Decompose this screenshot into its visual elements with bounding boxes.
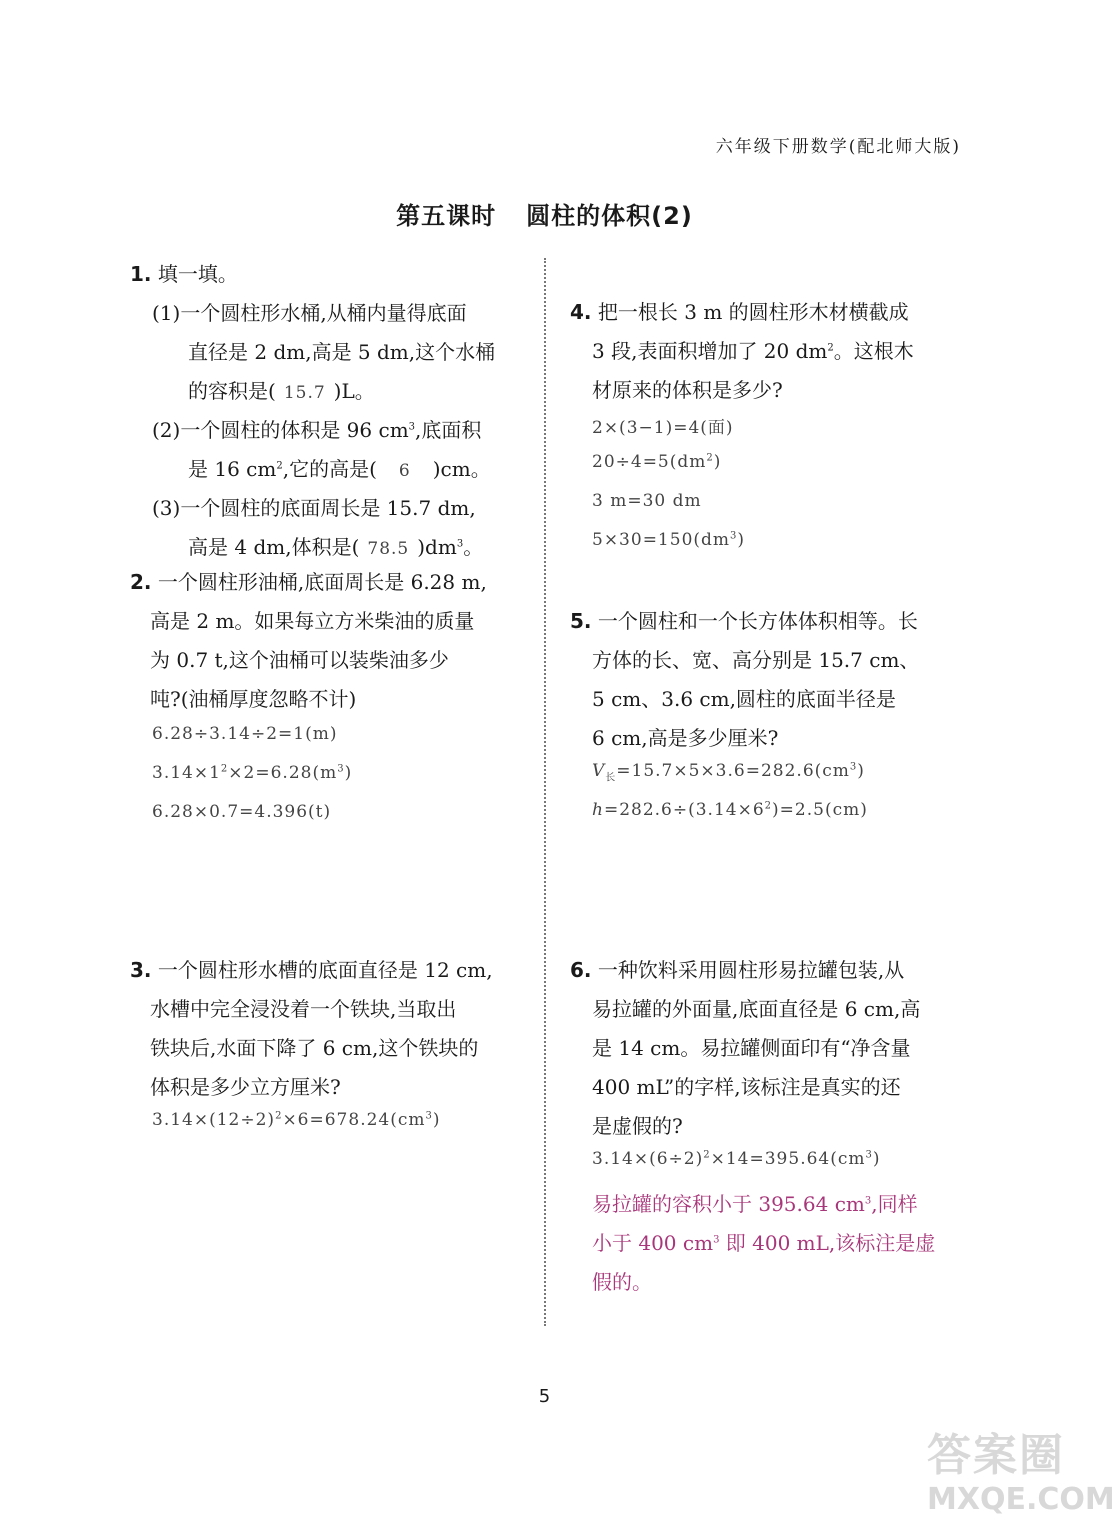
q2-solution-2: $3.14\times 1^2\times 2=6.28(m^3)$	[152, 763, 353, 783]
question-5-line4: 6 cm,高是多少厘米?	[592, 726, 779, 750]
q6-conclusion-1: 易拉罐的容积小于 395.64 $cm^3$,同样	[592, 1192, 918, 1216]
page-title	[0, 196, 1089, 231]
watermark-logo	[927, 1430, 1115, 1528]
q6-solution-1: $3.14\times(6\div 2)^2\times 14=395.64(cm^3)$	[592, 1149, 881, 1169]
question-4-line1: 4. 把一根长 3 m 的圆柱形木材横截成	[570, 300, 909, 324]
page-number: 5	[538, 1386, 551, 1407]
q1-sub3-line2: 高是 4 dm,体积是( 78.5 )$dm^3$。	[188, 535, 484, 559]
q1-sub3-line1: (3)一个圆柱的底面周长是 15.7 dm,	[152, 496, 476, 520]
title-lesson: 第五课时	[396, 202, 497, 230]
question-2-line4: 吨?(油桶厚度忽略不计)	[150, 687, 357, 711]
q1-sub1-line1: (1)一个圆柱形水桶,从桶内量得底面	[152, 301, 467, 325]
watermark-text: 答案圈	[927, 1430, 1065, 1481]
q3-solution-1: $3.14\times(12\div 2)^2\times 6=678.24(cm^3)$	[152, 1110, 441, 1130]
question-2-line2: 高是 2 m。如果每立方米柴油的质量	[150, 609, 475, 633]
q1-sub2-line2: 是 16 $cm^2$,它的高是( 6 )cm。	[188, 457, 491, 481]
q2-solution-1: 6.28÷3.14÷2=1(m)	[152, 724, 338, 744]
question-4-line3: 材原来的体积是多少?	[592, 378, 783, 402]
question-number: 6.	[570, 958, 592, 982]
q1-sub2-answer: 6	[398, 461, 411, 481]
q4-solution-1: 2×(3−1)=4(面)	[592, 418, 734, 438]
q1-sub1-line3: 的容积是( 15.7 )L。	[188, 379, 375, 403]
q4-solution-3: 3 m=30 dm	[592, 491, 702, 511]
book-header: 六年级下册数学(配北师大版)	[715, 137, 961, 157]
title-topic: 圆柱的体积(2)	[526, 202, 693, 230]
q5-solution-1: $V_长=15.7\times 5\times 3.6=282.6(cm^3)$	[592, 761, 865, 784]
question-6-line4: 400 mL”的字样,该标注是真实的还	[592, 1075, 901, 1099]
question-2-line1: 2. 一个圆柱形油桶,底面周长是 6.28 m,	[130, 570, 487, 594]
question-text: 填一填。	[157, 262, 238, 286]
q5-solution-2: $h=282.6\div(3.14\times 6^2)=2.5(cm)$	[592, 800, 868, 820]
q2-solution-3: 6.28×0.7=4.396(t)	[152, 802, 332, 822]
question-number: 3.	[130, 958, 152, 982]
q4-solution-4: $5\times 30=150(dm^3)$	[592, 530, 746, 550]
question-3-line3: 铁块后,水面下降了 6 cm,这个铁块的	[150, 1036, 479, 1060]
question-3-line4: 体积是多少立方厘米?	[150, 1075, 341, 1099]
question-3-line2: 水槽中完全浸没着一个铁块,当取出	[150, 997, 457, 1021]
q1-sub2-line1: (2)一个圆柱的体积是 96 $cm^3$,底面积	[152, 418, 482, 442]
q1-sub3-answer: 78.5	[367, 539, 410, 559]
question-4-line2: 3 段,表面积增加了 20 $dm^2$。这根木	[592, 339, 914, 363]
q1-sub1-line2: 直径是 2 dm,高是 5 dm,这个水桶	[188, 340, 496, 364]
question-2-line3: 为 0.7 t,这个油桶可以装柴油多少	[150, 648, 449, 672]
question-5-line1: 5. 一个圆柱和一个长方体体积相等。长	[570, 609, 918, 633]
question-6-line3: 是 14 cm。易拉罐侧面印有“净含量	[592, 1036, 911, 1060]
question-6-line1: 6. 一种饮料采用圆柱形易拉罐包装,从	[570, 958, 905, 982]
question-number: 4.	[570, 300, 592, 324]
q6-conclusion-2: 小于 400 $cm^3$ 即 400 mL,该标注是虚	[592, 1231, 936, 1255]
question-1-title	[130, 258, 238, 287]
question-6-line5: 是虚假的?	[592, 1114, 683, 1138]
question-5-line2: 方体的长、宽、高分别是 15.7 cm、	[592, 648, 920, 672]
question-6-line2: 易拉罐的外面量,底面直径是 6 cm,高	[592, 997, 921, 1021]
question-number: 1.	[130, 262, 152, 286]
question-5-line3: 5 cm、3.6 cm,圆柱的底面半径是	[592, 687, 896, 711]
q6-conclusion-3: 假的。	[592, 1270, 652, 1294]
q1-sub1-answer: 15.7	[283, 383, 326, 403]
question-number: 2.	[130, 570, 152, 594]
question-number: 5.	[570, 609, 592, 633]
q4-solution-2: $20\div 4=5(dm^2)$	[592, 452, 722, 472]
question-3-line1: 3. 一个圆柱形水槽的底面直径是 12 cm,	[130, 958, 493, 982]
watermark-url: MXQE.COM	[927, 1482, 1115, 1517]
column-divider	[544, 258, 546, 1326]
